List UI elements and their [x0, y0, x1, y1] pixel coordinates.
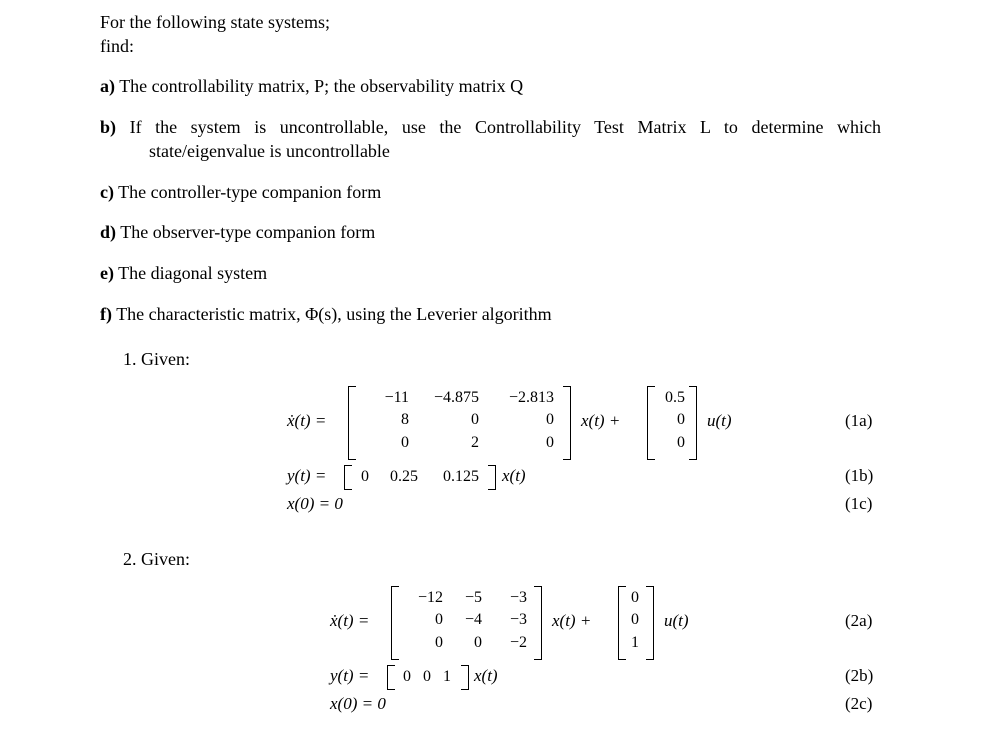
task-a-label: a) — [100, 76, 115, 96]
p2-a-33: −2 — [509, 634, 527, 651]
p2-a-22: −4 — [464, 611, 482, 628]
p2-a-23: −3 — [509, 611, 527, 628]
p1-state-lhs: ẋ(t) = — [287, 411, 327, 430]
p2-c-2: 0 — [423, 668, 431, 685]
p2-initial-condition: x(0) = 0 — [330, 694, 386, 713]
p2-a-32: 0 — [474, 634, 482, 651]
p2-u: u(t) — [664, 611, 689, 630]
p1-output-lhs: y(t) = — [287, 466, 327, 485]
p2-a-11: −12 — [417, 589, 443, 606]
task-e — [100, 262, 267, 284]
p2-a-21: 0 — [435, 611, 443, 628]
p2-c-3: 1 — [443, 668, 451, 685]
p2-a-12: −5 — [464, 589, 482, 606]
task-f-text: The characteristic matrix, Φ(s), using the Leverier algorithm — [116, 304, 552, 324]
p1-a-33: 0 — [546, 434, 554, 451]
task-a-text: The controllability matrix, P; the observability matrix Q — [119, 76, 524, 96]
task-d-label: d) — [100, 222, 117, 242]
p1-a-21: 8 — [401, 411, 409, 428]
p1-eq-c: (1c) — [845, 494, 873, 513]
p1-eq-a: (1a) — [845, 411, 873, 430]
p2-matrix-c-right-bracket — [461, 665, 469, 690]
task-b — [100, 116, 881, 138]
p1-a-32: 2 — [471, 434, 479, 451]
p1-c-1: 0 — [361, 468, 369, 485]
p1-matrix-a-left-bracket — [348, 386, 356, 460]
intro-line-1: For the following state systems; — [100, 12, 330, 32]
p1-b-1: 0.5 — [665, 389, 685, 406]
task-c — [100, 181, 381, 203]
p2-c-1: 0 — [403, 668, 411, 685]
p2-eq-c: (2c) — [845, 694, 873, 713]
task-e-text: The diagonal system — [118, 263, 268, 283]
p2-matrix-a-left-bracket — [391, 586, 399, 660]
p1-matrix-c-right-bracket — [488, 465, 496, 490]
task-d — [100, 221, 375, 243]
p1-a-11: −11 — [384, 389, 409, 406]
p2-matrix-b-left-bracket — [618, 586, 626, 660]
p1-matrix-a-right-bracket — [563, 386, 571, 460]
p2-matrix-c-left-bracket — [387, 665, 395, 690]
p1-matrix-c-left-bracket — [344, 465, 352, 490]
p1-c-2: 0.25 — [390, 468, 418, 485]
task-b-label: b) — [100, 117, 117, 137]
p2-a-13: −3 — [509, 589, 527, 606]
p1-output-rhs: x(t) — [502, 466, 526, 485]
p1-matrix-b-left-bracket — [647, 386, 655, 460]
p1-u: u(t) — [707, 411, 732, 430]
p1-a-31: 0 — [401, 434, 409, 451]
p1-a-23: 0 — [546, 411, 554, 428]
task-e-label: e) — [100, 263, 114, 283]
p2-b-2: 0 — [631, 611, 639, 628]
task-b-text: If the system is uncontrollable, use the Controllability Test Matrix L to determine which — [129, 117, 881, 137]
task-f — [100, 303, 552, 325]
p2-matrix-a-right-bracket — [534, 586, 542, 660]
p1-a-13: −2.813 — [508, 389, 554, 406]
task-c-label: c) — [100, 182, 114, 202]
p1-eq-b: (1b) — [845, 466, 874, 485]
p2-output-rhs: x(t) — [474, 666, 498, 685]
task-c-text: The controller-type companion form — [118, 182, 382, 202]
p2-output-lhs: y(t) = — [330, 666, 370, 685]
p1-b-2: 0 — [677, 411, 685, 428]
p1-b-3: 0 — [677, 434, 685, 451]
p1-a-12: −4.875 — [433, 389, 479, 406]
problem-1-label: 1. Given: — [123, 349, 190, 369]
intro-line-2: find: — [100, 36, 134, 56]
p2-matrix-b-right-bracket — [646, 586, 654, 660]
p2-state-lhs: ẋ(t) = — [330, 611, 370, 630]
p2-x-plus: x(t) + — [552, 611, 592, 630]
p1-initial-condition: x(0) = 0 — [287, 494, 343, 513]
problem-2-label: 2. Given: — [123, 549, 190, 569]
p1-a-22: 0 — [471, 411, 479, 428]
p1-matrix-b-right-bracket — [689, 386, 697, 460]
task-b-text-2: state/eigenvalue is uncontrollable — [149, 141, 390, 161]
task-f-label: f) — [100, 304, 112, 324]
p2-a-31: 0 — [435, 634, 443, 651]
task-a — [100, 75, 523, 97]
p2-b-1: 0 — [631, 589, 639, 606]
p1-c-3: 0.125 — [443, 468, 479, 485]
p2-b-3: 1 — [631, 634, 639, 651]
p2-eq-b: (2b) — [845, 666, 874, 685]
p1-x-plus: x(t) + — [581, 411, 621, 430]
p2-eq-a: (2a) — [845, 611, 873, 630]
task-d-text: The observer-type companion form — [120, 222, 376, 242]
